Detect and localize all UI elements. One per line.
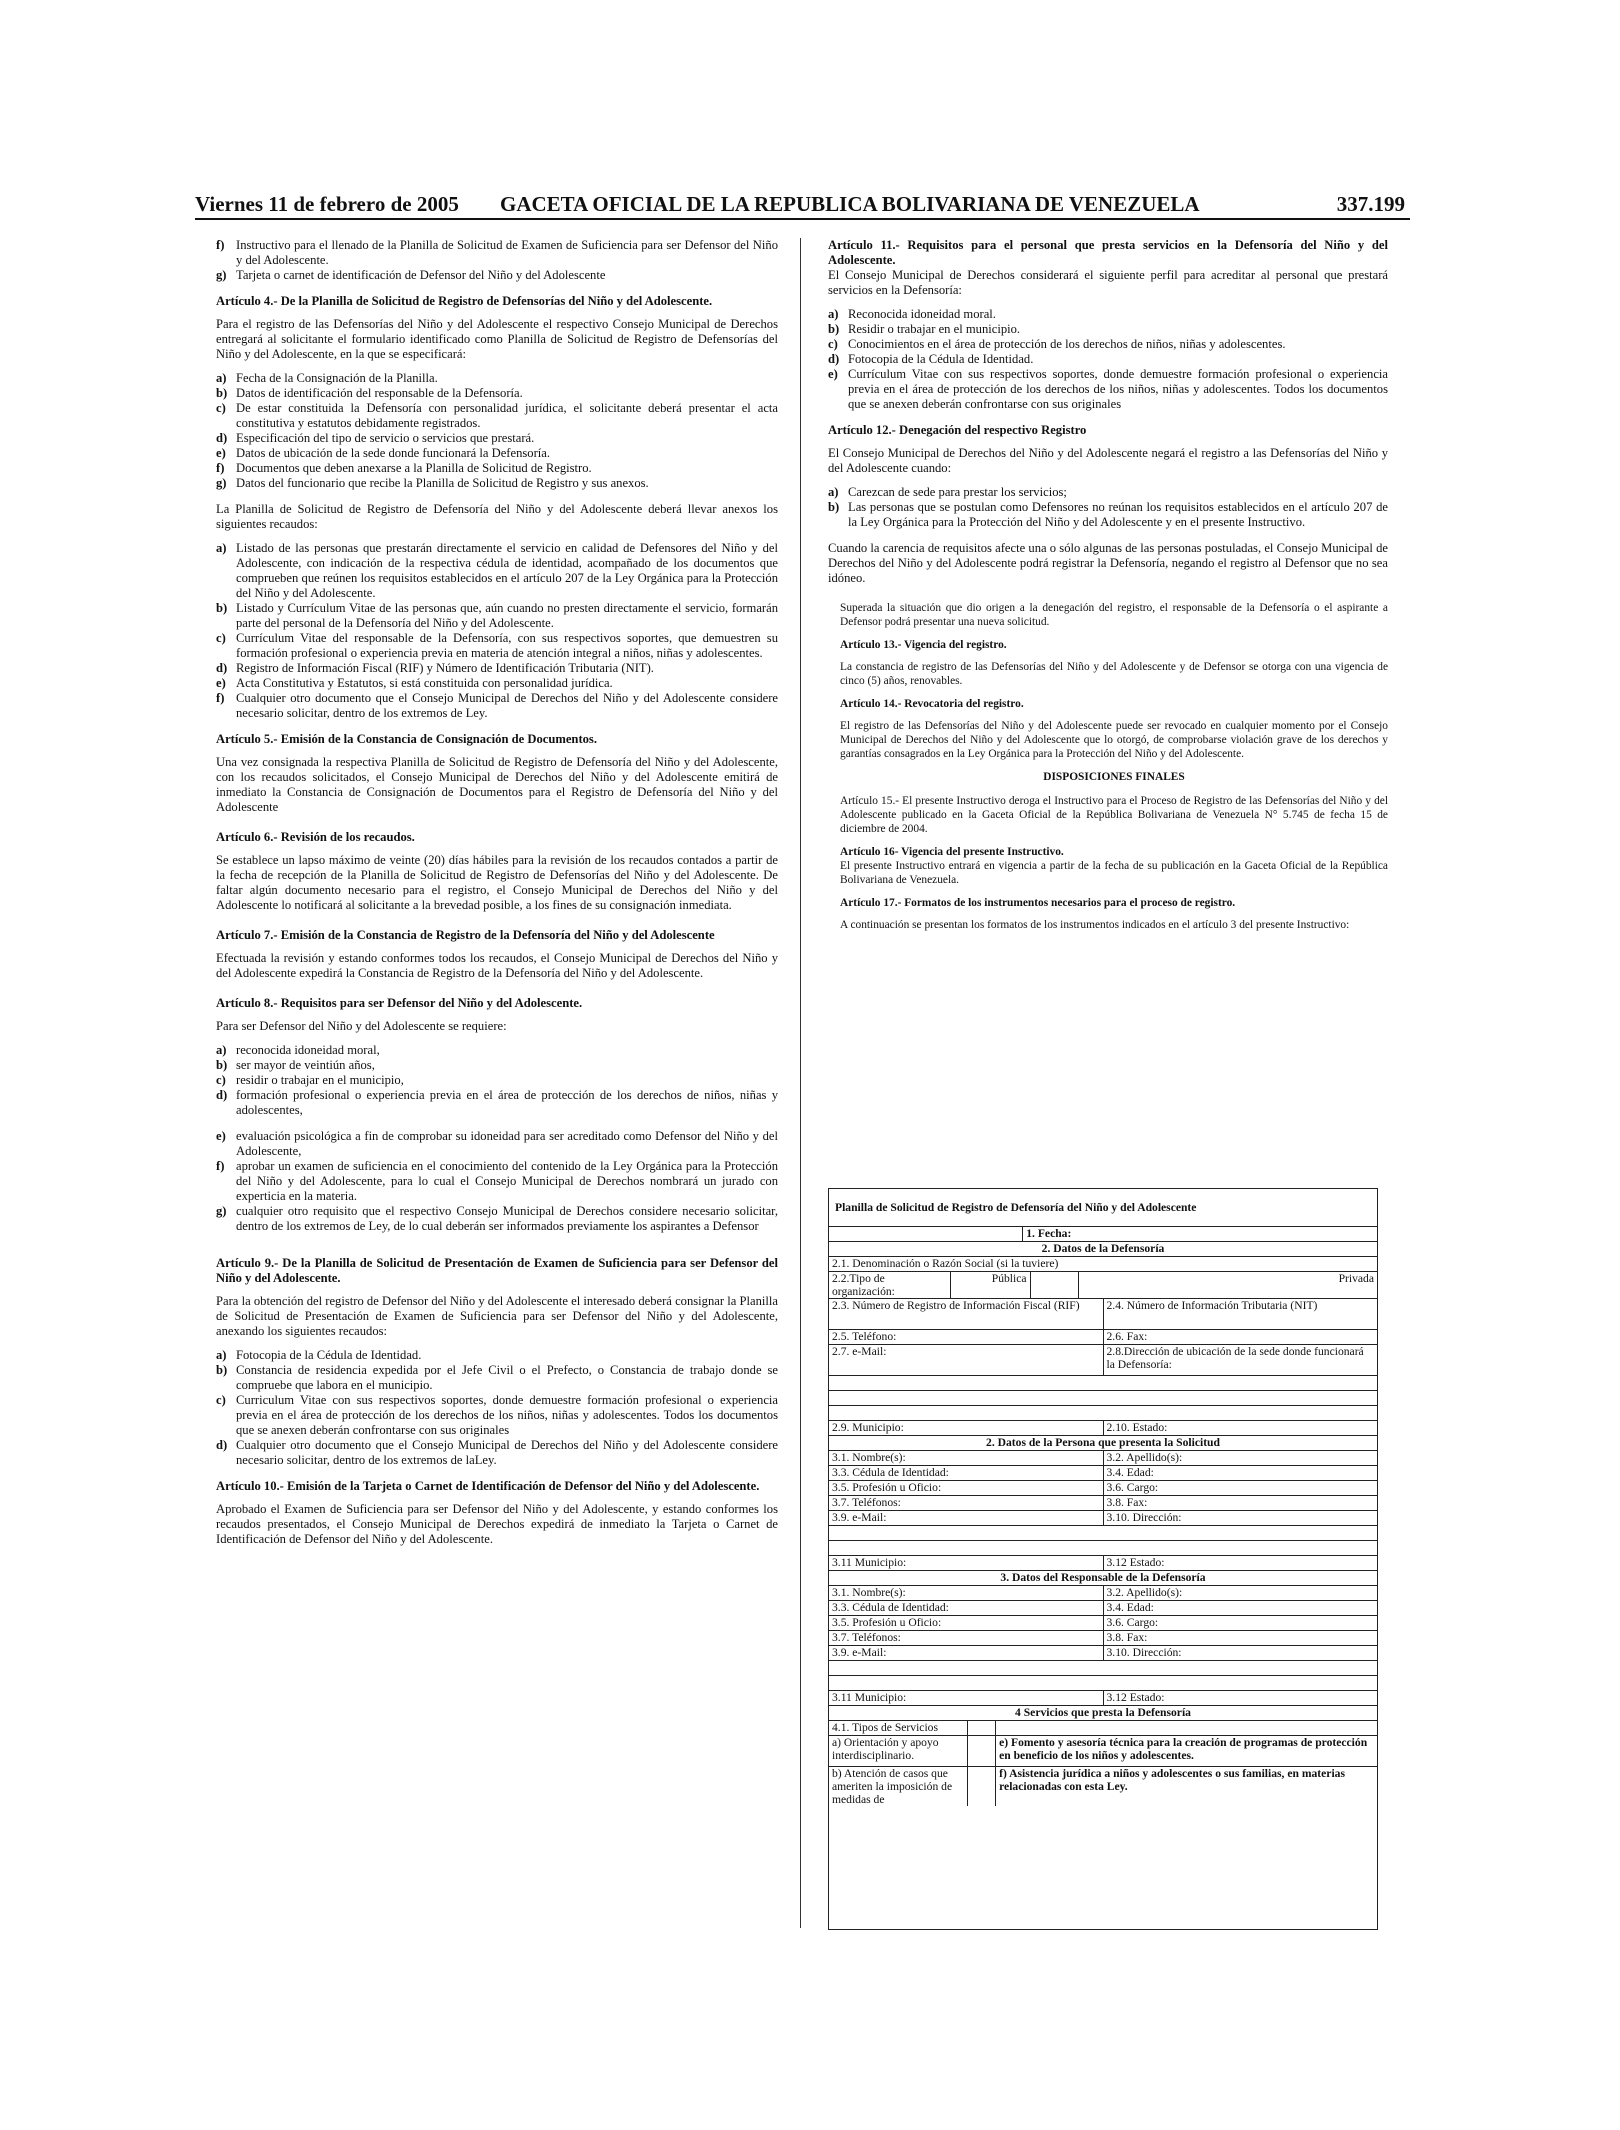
list-item: [828, 352, 1388, 367]
disposiciones-finales-heading: DISPOSICIONES FINALES: [1043, 771, 1185, 783]
list-marker: f): [216, 691, 225, 705]
form-field[interactable]: 3.7. Teléfonos:: [829, 1631, 1104, 1645]
field-rif[interactable]: 2.3. Número de Registro de Información Fiscal (RIF): [829, 1299, 1104, 1329]
page-header: [195, 192, 1415, 218]
list-marker: d): [216, 431, 228, 445]
list-item: [216, 676, 778, 691]
list-item: [216, 238, 778, 268]
list-marker: a): [828, 307, 839, 321]
form-field[interactable]: 3.10. Dirección:: [1106, 1646, 1182, 1659]
form-row-fecha: [829, 1227, 1377, 1242]
applicant-rows: [829, 1451, 1377, 1526]
article-8-list: [216, 1043, 778, 1118]
service-b[interactable]: b) Atención de casos que ameriten la imposición de medidas de: [829, 1767, 968, 1806]
list-marker: c): [216, 631, 226, 645]
list-item-text: Especificación del tipo de servicio o servicios que prestará.: [236, 431, 535, 445]
form-field[interactable]: 3.2. Apellido(s):: [1106, 1451, 1183, 1464]
list-marker: g): [216, 476, 227, 490]
list-item: [828, 337, 1388, 352]
form-field[interactable]: 3.4. Edad:: [1106, 1601, 1154, 1614]
article-15-text: Artículo 15.- El presente Instructivo deroga el Instructivo para el Proceso de Registro de las Defensorías del Niño y del Adolescente publicado en la Gaceta Oficial de la República Bolivariana de Venezuela N° 5.745 de fecha 15 de diciembre de 2004.: [840, 795, 1388, 835]
list-item-text: Residir o trabajar en el municipio.: [848, 322, 1021, 336]
responsible-rows: [829, 1586, 1377, 1661]
list-marker: b): [828, 500, 840, 514]
form-field[interactable]: 3.3. Cédula de Identidad:: [829, 1601, 1104, 1615]
list-item-text: Instructivo para el llenado de la Planilla de Solicitud de Examen de Suficiencia para ser Defensor del Niño y del Adolescente.: [236, 238, 778, 267]
list-item: [216, 541, 778, 601]
list-marker: e): [216, 676, 226, 690]
form-row: [829, 1631, 1377, 1646]
section-2b-title: 2. Datos de la Persona que presenta la Solicitud: [986, 1436, 1220, 1449]
list-marker: b): [216, 386, 228, 400]
article-16-title: Artículo 16- Vigencia del presente Instructivo.: [840, 846, 1064, 858]
intro-list: [216, 238, 778, 283]
list-item-text: formación profesional o experiencia previa en el área de protección de los derechos de niños, niñas y adolescentes,: [236, 1088, 778, 1117]
option-publica[interactable]: Pública: [951, 1272, 1031, 1298]
service-a[interactable]: a) Orientación y apoyo interdisciplinario.: [829, 1736, 968, 1766]
list-item-text: Datos de identificación del responsable de la Defensoría.: [236, 386, 523, 400]
form-field[interactable]: 3.8. Fax:: [1106, 1631, 1148, 1644]
field-tipo-organizacion[interactable]: 2.2.Tipo de organización:: [829, 1272, 951, 1298]
list-marker: a): [828, 485, 839, 499]
field-responsible-estado[interactable]: 3.12 Estado:: [1106, 1691, 1165, 1704]
form-field[interactable]: 3.5. Profesión u Oficio:: [829, 1481, 1104, 1495]
article-11-title: Artículo 11.- Requisitos para el personal que presta servicios en la Defensoría del Niño y del Adolescente.: [828, 238, 1388, 267]
article-14-title: Artículo 14.- Revocatoria del registro.: [840, 698, 1024, 710]
list-marker: d): [216, 661, 228, 675]
list-item-text: Currículum Vitae del responsable de la Defensoría, con sus respectivos soportes, que demuestren su formación profesional o experiencia previa en materia de atención integral a niños, niñas y adolescentes.: [236, 631, 778, 660]
option-privada[interactable]: Privada: [1338, 1272, 1374, 1285]
field-municipio[interactable]: 2.9. Municipio:: [829, 1421, 1104, 1435]
form-field[interactable]: 3.8. Fax:: [1106, 1496, 1148, 1509]
form-field[interactable]: 3.1. Nombre(s):: [829, 1451, 1104, 1465]
field-email[interactable]: 2.7. e-Mail:: [829, 1345, 1104, 1375]
article-4-list-2: [216, 541, 778, 721]
article-12-text-2: Cuando la carencia de requisitos afecte una o sólo algunas de las personas postuladas, el Consejo Municipal de Derechos del Niño y del Adolescente podrá registrar la Defensoría, negando el registro al Defensor que no sea idóneo.: [828, 541, 1388, 585]
article-9-text: Para la obtención del registro de Defensor del Niño y del Adolescente el interesado deberá consignar la Planilla de Solicitud de Presentación de Examen de Suficiencia para ser Defensor del Niño y del Adolescente, anexando los siguientes recaudos:: [216, 1294, 778, 1338]
list-marker: c): [216, 1073, 226, 1087]
list-marker: f): [216, 1159, 225, 1173]
article-12-list: [828, 485, 1388, 530]
list-item: [216, 446, 778, 461]
list-item: [216, 661, 778, 676]
list-marker: b): [828, 322, 840, 336]
article-11-text: El Consejo Municipal de Derechos considerará el siguiente perfil para acreditar al personal que prestará servicios en la Defensoría:: [828, 268, 1388, 297]
field-estado[interactable]: 2.10. Estado:: [1106, 1421, 1168, 1434]
list-item: [216, 401, 778, 431]
article-17-text: A continuación se presentan los formatos de los instrumentos indicados en el artículo 3 del presente Instructivo:: [840, 919, 1350, 931]
list-item: [216, 691, 778, 721]
list-marker: f): [216, 238, 225, 252]
list-item-text: aprobar un examen de suficiencia en el conocimiento del contenido de la Ley Orgánica para la Protección del Niño y del Adolescente, para lo cual el Consejo Municipal de Derechos nombrará un jurado con experticia en la materia.: [236, 1159, 778, 1203]
list-marker: g): [216, 268, 227, 282]
article-6-title: Artículo 6.- Revisión de los recaudos.: [216, 830, 415, 844]
field-fax[interactable]: 2.6. Fax:: [1106, 1330, 1148, 1343]
list-item: [828, 367, 1388, 412]
list-item-text: Reconocida idoneidad moral.: [848, 307, 996, 321]
form-field[interactable]: 3.5. Profesión u Oficio:: [829, 1616, 1104, 1630]
list-marker: c): [216, 401, 226, 415]
form-row-2-5: [829, 1330, 1377, 1345]
form-row-2-3: [829, 1299, 1377, 1330]
article-7-text: Efectuada la revisión y estando conformes todos los recaudos, el Consejo Municipal de Derechos del Niño y del Adolescente expedirá la Constancia de Registro de la Defensoría del Niño y del Adolescente.: [216, 951, 778, 980]
left-column: [216, 238, 778, 1556]
form-row: [829, 1481, 1377, 1496]
form-row-2-7: [829, 1345, 1377, 1376]
list-item: [216, 601, 778, 631]
list-item: [216, 1348, 778, 1363]
list-marker: f): [216, 461, 225, 475]
list-marker: b): [216, 601, 228, 615]
list-item-text: Fecha de la Consignación de la Planilla.: [236, 371, 438, 385]
field-responsible-municipio[interactable]: 3.11 Municipio:: [829, 1691, 1104, 1705]
article-9-list: [216, 1348, 778, 1468]
list-marker: c): [828, 337, 838, 351]
section-2-title: 2. Datos de la Defensoría: [1041, 1242, 1165, 1255]
list-marker: b): [216, 1363, 228, 1377]
list-item: [216, 371, 778, 386]
article-10-text: Aprobado el Examen de Suficiencia para ser Defensor del Niño y del Adolescente, y estando conformes los recaudos presentados, el Consejo Municipal de Derechos expedirá de inmediato la Tarjeta o Carnet de Identificación de Defensor del Niño y del Adolescente.: [216, 1502, 778, 1546]
list-item: [216, 1073, 778, 1088]
article-11-list: [828, 307, 1388, 412]
form-row-2-1: [829, 1257, 1377, 1272]
list-item: [216, 386, 778, 401]
article-16-text: El presente Instructivo entrará en vigencia a partir de la fecha de su publicación en la Gaceta Oficial de la República Bolivariana de Venezuela.: [840, 860, 1388, 886]
section-4-title: 4 Servicios que presta la Defensoría: [1015, 1706, 1191, 1719]
article-5-title: Artículo 5.- Emisión de la Constancia de Consignación de Documentos.: [216, 732, 597, 746]
article-8-list-2: [216, 1129, 778, 1234]
form-row: [829, 1511, 1377, 1526]
article-8-text: Para ser Defensor del Niño y del Adolescente se requiere:: [216, 1019, 507, 1033]
list-item-text: Fotocopia de la Cédula de Identidad.: [236, 1348, 422, 1362]
list-marker: a): [216, 541, 227, 555]
form-row: [829, 1466, 1377, 1481]
right-column: [828, 238, 1388, 941]
list-item: [216, 631, 778, 661]
list-item-text: reconocida idoneidad moral,: [236, 1043, 380, 1057]
header-rule: [195, 218, 1410, 220]
list-marker: a): [216, 1348, 227, 1362]
field-tipos-servicios: 4.1. Tipos de Servicios: [829, 1721, 968, 1735]
list-item: [828, 500, 1388, 530]
section-2b-heading: [829, 1436, 1377, 1451]
list-item: [216, 268, 778, 283]
list-marker: d): [828, 352, 840, 366]
list-item: [216, 1058, 778, 1073]
article-4-title: Artículo 4.- De la Planilla de Solicitud de Registro de Defensorías del Niño y del Adolescente.: [216, 294, 713, 308]
list-item: [216, 1159, 778, 1204]
list-item-text: Datos de ubicación de la sede donde funcionará la Defensoría.: [236, 446, 551, 460]
article-12-title: Artículo 12.- Denegación del respectivo Registro: [828, 423, 1087, 437]
article-8-title: Artículo 8.- Requisitos para ser Defensor del Niño y del Adolescente.: [216, 996, 583, 1010]
form-field[interactable]: 3.6. Cargo:: [1106, 1616, 1159, 1629]
service-e[interactable]: e) Fomento y asesoría técnica para la creación de programas de protección en beneficio de los niños y adolescentes.: [999, 1736, 1368, 1762]
article-13-title: Artículo 13.- Vigencia del registro.: [840, 639, 1007, 651]
list-item-text: Carezcan de sede para prestar los servicios;: [848, 485, 1067, 499]
form-row: [829, 1451, 1377, 1466]
list-item-text: Registro de Información Fiscal (RIF) y Número de Identificación Tributaria (NIT).: [236, 661, 654, 675]
field-telefono[interactable]: 2.5. Teléfono:: [829, 1330, 1104, 1344]
list-marker: e): [828, 367, 838, 381]
list-item-text: Currículum Vitae con sus respectivos soportes, donde demuestre formación profesional o experiencia previa en el área de protección de los derechos de los niños, niñas y adolescentes. Todos los documentos que se anexen deberán confrontarse con sus originales: [848, 367, 1388, 411]
article-17-title: Artículo 17.- Formatos de los instrumentos necesarios para el proceso de registro.: [840, 897, 1236, 909]
list-item-text: cualquier otro requisito que el respectivo Consejo Municipal de Derechos considere necesario solicitar, dentro de los extremos de Ley, de lo cual deberán ser informados previamente los aspirantes a Defensor: [236, 1204, 778, 1233]
form-row: [829, 1586, 1377, 1601]
form-field[interactable]: 3.10. Dirección:: [1106, 1511, 1182, 1524]
form-row: [829, 1616, 1377, 1631]
list-marker: e): [216, 1129, 226, 1143]
header-page-number: 337.199: [1336, 192, 1405, 216]
field-applicant-municipio[interactable]: 3.11 Municipio:: [829, 1556, 1104, 1570]
list-item-text: Cualquier otro documento que el Consejo Municipal de Derechos del Niño y del Adolescente considere necesario solicitar, dentro de los extremos de Ley.: [236, 691, 778, 720]
list-item: [828, 307, 1388, 322]
list-item-text: Constancia de residencia expedida por el Jefe Civil o el Prefecto, o Constancia de trabajo donde se compruebe que labora en el municipio.: [236, 1363, 778, 1392]
list-item: [828, 485, 1388, 500]
header-title: GACETA OFICIAL DE LA REPUBLICA BOLIVARIANA DE VENEZUELA: [500, 192, 1200, 216]
form-field[interactable]: 3.7. Teléfonos:: [829, 1496, 1104, 1510]
field-razon-social[interactable]: 2.1. Denominación o Razón Social (si la tuviere): [832, 1257, 1059, 1270]
article-4-text-2: La Planilla de Solicitud de Registro de Defensoría del Niño y del Adolescente deberá llevar anexos los siguientes recaudos:: [216, 502, 778, 531]
article-12-text: El Consejo Municipal de Derechos del Niño y del Adolescente negará el registro a las Defensorías del Niño y del Adolescente cuando:: [828, 446, 1388, 475]
list-marker: d): [216, 1438, 228, 1452]
form-field[interactable]: 3.9. e-Mail:: [829, 1646, 1104, 1660]
list-item: [828, 322, 1388, 337]
form-row-2-2: [829, 1272, 1377, 1299]
field-direccion-sede[interactable]: 2.8.Dirección de ubicación de la sede donde funcionará la Defensoría:: [1106, 1345, 1364, 1371]
field-fecha[interactable]: 1. Fecha:: [1026, 1227, 1072, 1240]
form-row-2-9: [829, 1421, 1377, 1436]
responsible-municipio-row: [829, 1691, 1377, 1706]
form-row: [829, 1601, 1377, 1616]
section-2-heading: [829, 1242, 1377, 1257]
list-item: [216, 431, 778, 446]
column-divider: [800, 238, 801, 1928]
header-date: Viernes 11 de febrero de 2005: [195, 192, 459, 216]
list-item: [216, 1204, 778, 1234]
article-7-title: Artículo 7.- Emisión de la Constancia de Registro de la Defensoría del Niño y del Adolescente: [216, 928, 715, 942]
list-item: [216, 1438, 778, 1468]
list-marker: g): [216, 1204, 227, 1218]
article-4-list: [216, 371, 778, 491]
form-field[interactable]: 3.6. Cargo:: [1106, 1481, 1159, 1494]
field-applicant-estado[interactable]: 3.12 Estado:: [1106, 1556, 1165, 1569]
article-10-title: Artículo 10.- Emisión de la Tarjeta o Carnet de Identificación de Defensor del Niño y del Adolescente.: [216, 1479, 760, 1493]
applicant-municipio-row: [829, 1556, 1377, 1571]
list-item: [216, 1088, 778, 1118]
form-field[interactable]: 3.1. Nombre(s):: [829, 1586, 1104, 1600]
section-3-title: 3. Datos del Responsable de la Defensoría: [1000, 1571, 1206, 1584]
list-item: [216, 476, 778, 491]
form-row-4-1: [829, 1721, 1377, 1736]
article-14-text: El registro de las Defensorías del Niño y del Adolescente puede ser revocado en cualquier momento por el Consejo Municipal de Derechos del Niño y del Adolescente que lo otorgó, de comprobarse violación grave de los derechos y garantías consagrados en la Ley Orgánica para la Protección del Niño y del Adolescente.: [840, 720, 1388, 760]
form-title: Planilla de Solicitud de Registro de Defensoría del Niño y del Adolescente: [829, 1189, 1377, 1227]
form-row: [829, 1496, 1377, 1511]
form-field[interactable]: 3.9. e-Mail:: [829, 1511, 1104, 1525]
list-item-text: Las personas que se postulan como Defensores no reúnan los requisitos establecidos en el artículo 207 de la Ley Orgánica para la Protección del Niño y del Adolescente y en el presente Instructivo.: [848, 500, 1388, 529]
articles-12-14-block: [828, 601, 1388, 932]
form-field[interactable]: 3.3. Cédula de Identidad:: [829, 1466, 1104, 1480]
article-4-text: Para el registro de las Defensorías del Niño y del Adolescente el respectivo Consejo Municipal de Derechos entregará al solicitante el formulario identificado como Planilla de Solicitud de Registro de Defensorías del Niño y del Adolescente, en la que se especificará:: [216, 317, 778, 361]
form-row-services-a-e: [829, 1736, 1377, 1767]
list-item: [216, 1043, 778, 1058]
form-field[interactable]: 3.2. Apellido(s):: [1106, 1586, 1183, 1599]
field-nit[interactable]: 2.4. Número de Información Tributaria (NIT): [1106, 1299, 1318, 1312]
form-row: [829, 1646, 1377, 1661]
list-item: [216, 1363, 778, 1393]
list-item-text: Documentos que deben anexarse a la Planilla de Solicitud de Registro.: [236, 461, 592, 475]
list-marker: a): [216, 371, 227, 385]
list-item: [216, 1393, 778, 1438]
list-marker: c): [216, 1393, 226, 1407]
list-item-text: Tarjeta o carnet de identificación de Defensor del Niño y del Adolescente: [236, 268, 606, 282]
list-item-text: Curriculum Vitae con sus respectivos soportes, donde demuestre formación profesional o experiencia previa en el área de protección de los derechos de los niños, niñas y adolescentes. Todos los documentos que se anexen deberán confrontarse con sus originales: [236, 1393, 778, 1437]
article-6-text: Se establece un lapso máximo de veinte (20) días hábiles para la revisión de los recaudos contados a partir de la fecha de recepción de la Planilla de Solicitud de Registro de Defensorías del Niño y del Adolescente. De faltar algún documento necesario para el registro, el Consejo Municipal de Derechos del Niño y del Adolescente lo notificará al solicitante a la brevedad posible, a los fines de su consignación inmediata.: [216, 853, 778, 912]
list-item: [216, 1129, 778, 1159]
article-5-text: Una vez consignada la respectiva Planilla de Solicitud de Registro de Defensoría del Niño y del Adolescente, con los recaudos solicitados, el Consejo Municipal de Derechos del Niño y del Adolescente emitirá de inmediato la Constancia de Consignación de Documentos para el Registro de Defensoría del Niño y del Adolescente: [216, 755, 778, 814]
list-marker: d): [216, 1088, 228, 1102]
section-4-heading: [829, 1706, 1377, 1721]
registration-form: [828, 1188, 1378, 1930]
list-item-text: residir o trabajar en el municipio,: [236, 1073, 404, 1087]
list-item-text: Cualquier otro documento que el Consejo Municipal de Derechos del Niño y del Adolescente considere necesario solicitar, dentro de los extremos de laLey.: [236, 1438, 778, 1467]
list-marker: e): [216, 446, 226, 460]
form-field[interactable]: 3.4. Edad:: [1106, 1466, 1154, 1479]
list-item: [216, 461, 778, 476]
list-item-text: Acta Constitutiva y Estatutos, si está constituida con personalidad jurídica.: [236, 676, 613, 690]
list-item-text: Fotocopia de la Cédula de Identidad.: [848, 352, 1034, 366]
article-12-text-3: Superada la situación que dio origen a la denegación del registro, el responsable de la Defensoría o el aspirante a Defensor podrá presentar una nueva solicitud.: [840, 602, 1388, 628]
list-item-text: Datos del funcionario que recibe la Planilla de Solicitud de Registro y sus anexos.: [236, 476, 649, 490]
list-marker: b): [216, 1058, 228, 1072]
list-item-text: Listado y Currículum Vitae de las personas que, aún cuando no presten directamente el servicio, formarán parte del personal de la Defensoría del Niño y del Adolescente.: [236, 601, 778, 630]
list-item-text: evaluación psicológica a fin de comprobar su idoneidad para ser acreditado como Defensor del Niño y del Adolescente,: [236, 1129, 778, 1158]
article-13-text: La constancia de registro de las Defensorías del Niño y del Adolescente y de Defensor se otorga con una vigencia de cinco (5) años, renovables.: [840, 661, 1388, 687]
service-f[interactable]: f) Asistencia jurídica a niños y adolescentes o sus familias, en materias relacionadas con esta Ley.: [999, 1767, 1345, 1793]
list-item-text: Conocimientos en el área de protección de los derechos de niños, niñas y adolescentes.: [848, 337, 1286, 351]
section-3-heading: [829, 1571, 1377, 1586]
form-row-services-b-f: [829, 1767, 1377, 1806]
list-marker: a): [216, 1043, 227, 1057]
article-9-title: Artículo 9.- De la Planilla de Solicitud de Presentación de Examen de Suficiencia para ser Defensor del Niño y del Adolescente.: [216, 1256, 778, 1285]
list-item-text: De estar constituida la Defensoría con personalidad jurídica, el solicitante deberá presentar el acta constitutiva y estatutos debidamente registrados.: [236, 401, 778, 430]
list-item-text: ser mayor de veintiún años,: [236, 1058, 375, 1072]
list-item-text: Listado de las personas que prestarán directamente el servicio en calidad de Defensores del Niño y del Adolescente, con indicación de la respectiva cédula de identidad, acompañado de los documentos que comprueben que reúnen los requisitos establecidos en el artículo 207 de la Ley Orgánica para la Protección del Niño y del Adolescente.: [236, 541, 778, 600]
